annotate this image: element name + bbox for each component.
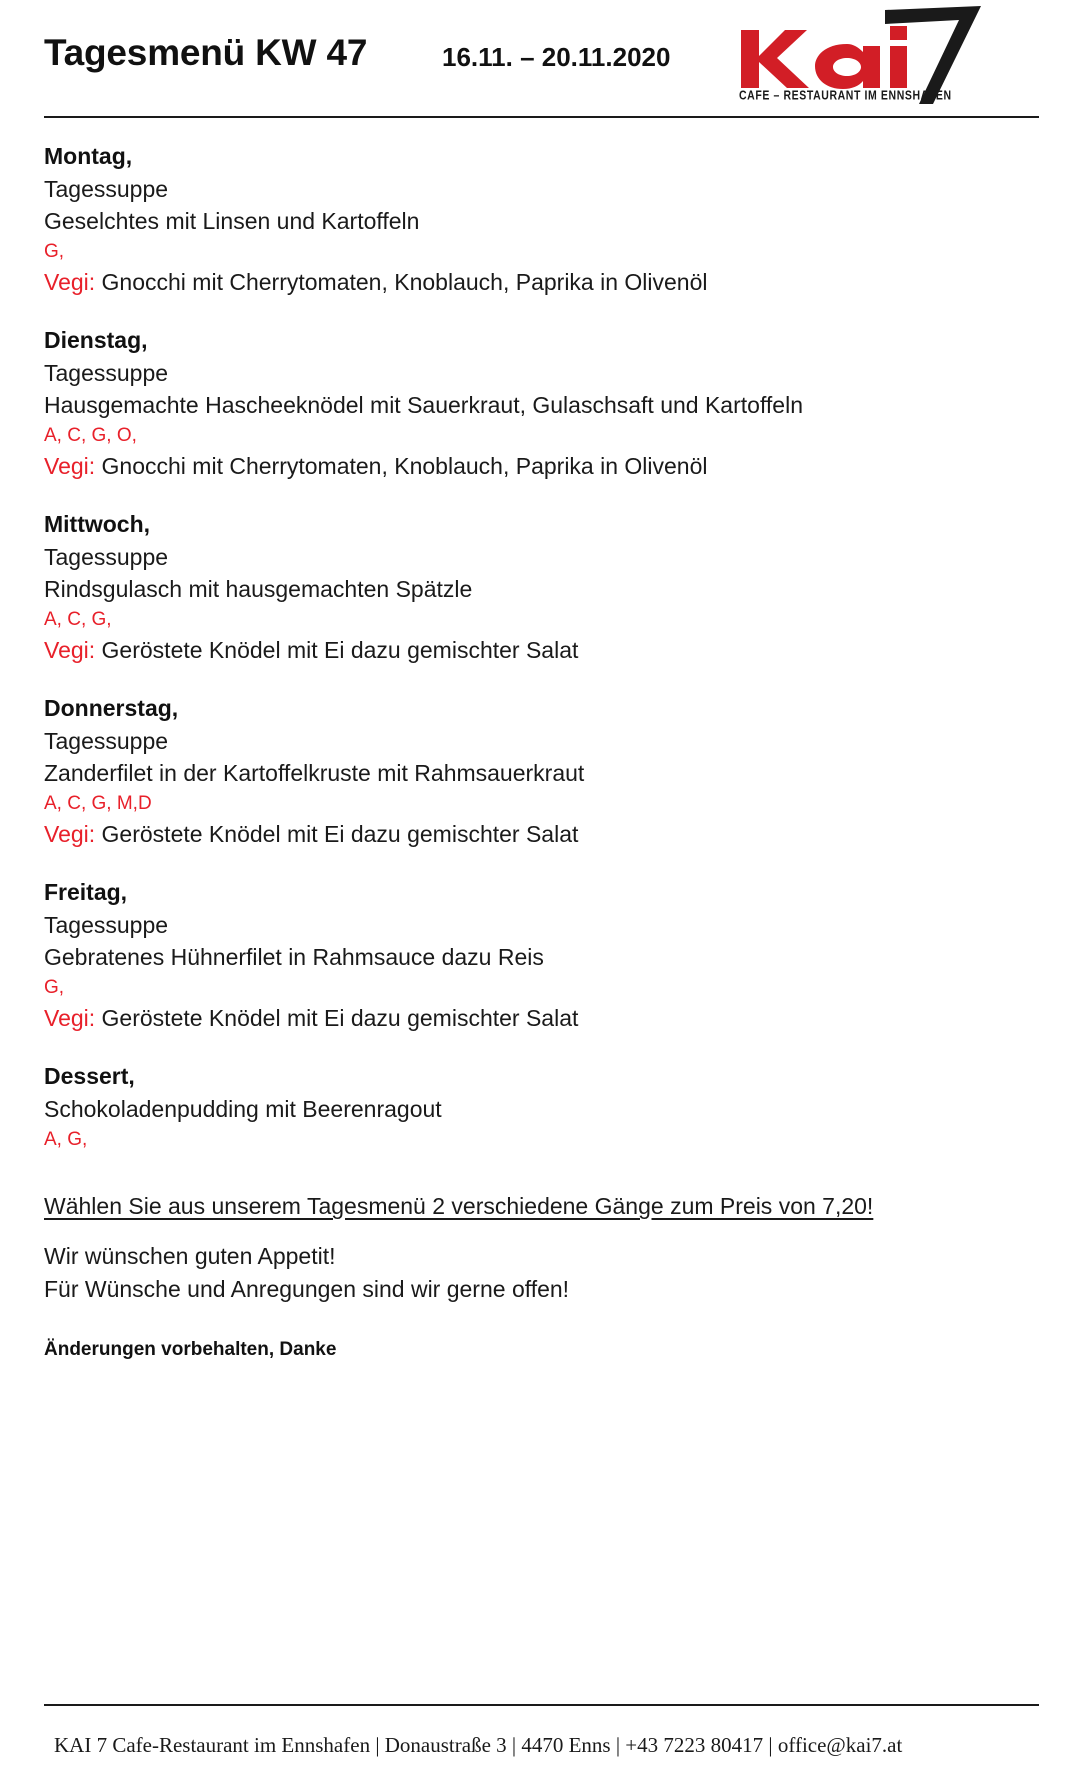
vegi-line xyxy=(44,634,1039,666)
dessert-block xyxy=(44,1060,1039,1154)
day-block-dienstag xyxy=(44,324,1039,482)
allergen-codes: A, G, xyxy=(44,1129,88,1150)
main-dish-line: Gebratenes Hühnerfilet in Rahmsauce dazu Reis xyxy=(44,944,544,970)
vegi-dish: Gnocchi mit Cherrytomaten, Knoblauch, Paprika in Olivenöl xyxy=(101,269,708,295)
soup-line: Tagessuppe xyxy=(44,544,169,570)
main-dish-line: Rindsgulasch mit hausgemachten Spätzle xyxy=(44,576,473,602)
vegi-dish: Geröstete Knödel mit Ei dazu gemischter Salat xyxy=(101,1005,579,1031)
soup-line: Tagessuppe xyxy=(44,176,169,202)
day-name: Dienstag, xyxy=(44,327,148,353)
vegi-line xyxy=(44,266,1039,298)
kai7-logo xyxy=(697,0,997,112)
menu-body xyxy=(44,118,1039,1364)
main-dish-line: Geselchtes mit Linsen und Kartoffeln xyxy=(44,208,420,234)
date-range: 16.11. – 20.11.2020 xyxy=(442,42,671,72)
page-header xyxy=(44,0,1039,116)
vegi-dish: Geröstete Knödel mit Ei dazu gemischter Salat xyxy=(101,637,579,663)
soup-line: Tagessuppe xyxy=(44,912,169,938)
allergen-codes: G, xyxy=(44,241,65,262)
day-name: Donnerstag, xyxy=(44,695,179,721)
day-block-donnerstag xyxy=(44,692,1039,850)
soup-line: Tagessuppe xyxy=(44,360,169,386)
dessert-heading: Dessert, xyxy=(44,1063,135,1089)
vegi-label: Vegi: xyxy=(44,821,96,847)
wish-block xyxy=(44,1240,1039,1306)
footer-divider xyxy=(44,1704,1039,1706)
day-block-montag xyxy=(44,140,1039,298)
allergen-codes: A, C, G, O, xyxy=(44,425,137,446)
allergen-codes: A, C, G, xyxy=(44,609,112,630)
vegi-line xyxy=(44,818,1039,850)
day-block-freitag xyxy=(44,876,1039,1034)
allergen-codes: A, C, G, M,D xyxy=(44,793,152,814)
vegi-dish: Gnocchi mit Cherrytomaten, Knoblauch, Paprika in Olivenöl xyxy=(101,453,708,479)
feedback-invite: Für Wünsche und Anregungen sind wir gerne offen! xyxy=(44,1276,570,1302)
day-name: Montag, xyxy=(44,143,133,169)
page-title: Tagesmenü KW 47 xyxy=(44,32,368,73)
vegi-label: Vegi: xyxy=(44,269,96,295)
vegi-label: Vegi: xyxy=(44,637,96,663)
soup-line: Tagessuppe xyxy=(44,728,169,754)
vegi-label: Vegi: xyxy=(44,453,96,479)
closing-block xyxy=(44,1188,1039,1364)
main-dish-line: Hausgemachte Hascheeknödel mit Sauerkraut, Gulaschsaft und Kartoffeln xyxy=(44,392,803,418)
vegi-dish: Geröstete Knödel mit Ei dazu gemischter Salat xyxy=(101,821,579,847)
day-block-mittwoch xyxy=(44,508,1039,666)
vegi-label: Vegi: xyxy=(44,1005,96,1031)
main-dish-line: Zanderfilet in der Kartoffelkruste mit Rahmsauerkraut xyxy=(44,760,585,786)
day-name: Mittwoch, xyxy=(44,511,151,537)
logo-tagline: CAFE – RESTAURANT IM ENNSHAFEN xyxy=(739,88,952,103)
allergen-codes: G, xyxy=(44,977,65,998)
changes-disclaimer: Änderungen vorbehalten, Danke xyxy=(44,1339,337,1360)
vegi-line xyxy=(44,1002,1039,1034)
price-note: Wählen Sie aus unserem Tagesmenü 2 verschiedene Gänge zum Preis von 7,20! xyxy=(44,1193,874,1219)
appetite-wish: Wir wünschen guten Appetit! xyxy=(44,1243,336,1269)
page-footer xyxy=(44,1704,1039,1758)
footer-contact-line: KAI 7 Cafe-Restaurant im Ennshafen | Donaustraße 3 | 4470 Enns | +43 7223 80417 | office@kai7.at xyxy=(54,1733,903,1757)
vegi-line xyxy=(44,450,1039,482)
day-name: Freitag, xyxy=(44,879,128,905)
dessert-item: Schokoladenpudding mit Beerenragout xyxy=(44,1096,442,1122)
